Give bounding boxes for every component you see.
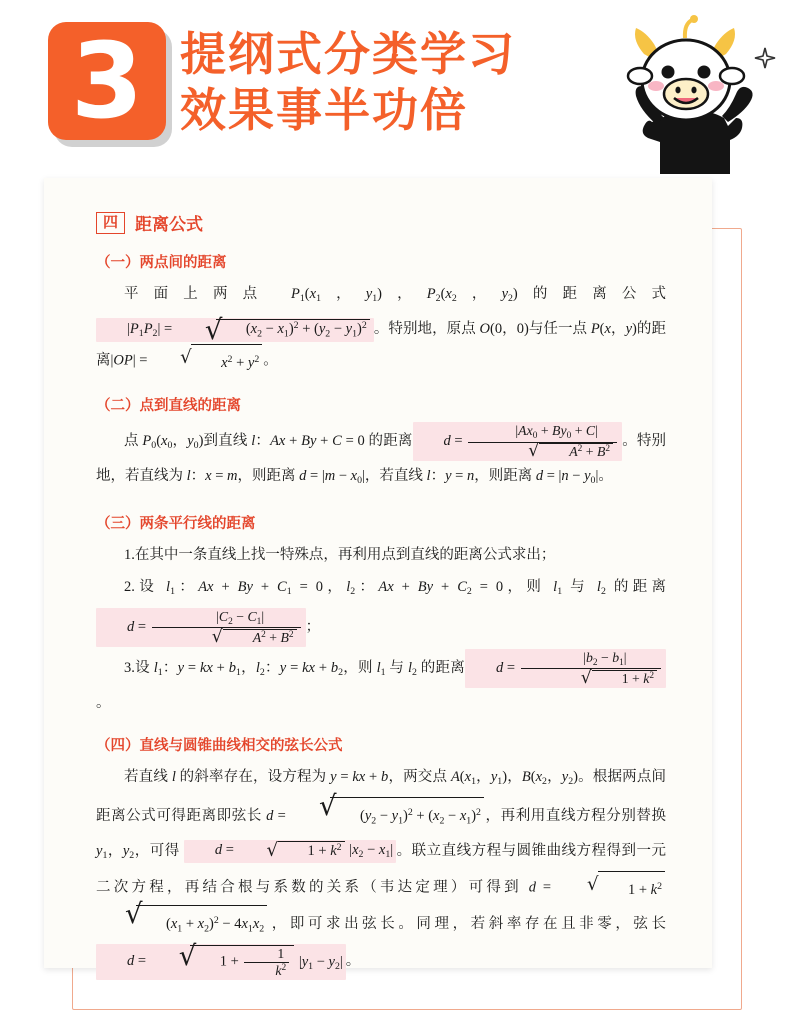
subsection-3-item-3: 3.设 $l_1$：y = kx + $b_1$，$l_2$：y = kx + $b_2$，则 $l_1$ 与 $l_2$ 的距离 d = $|b_2 - b_1|$ √ $1 + k^2$ 。 [96, 649, 666, 718]
section-number-badge: 3 [48, 22, 166, 140]
document-page [44, 178, 712, 979]
subsection-3-item-1: 1.在其中一条直线上找一特殊点，再利用点到直线的距离公式求出； [124, 547, 556, 564]
formula-parallel-general: d = $|C_2 - C_1|$ √ $A^2 + B^2$ [96, 608, 306, 647]
page-header [0, 0, 790, 180]
cow-mascot-icon [600, 14, 780, 184]
subsection-4-heading: （四）直线与圆锥曲线相交的弦长公式 [96, 737, 343, 754]
subsection-2-heading: （二）点到直线的距离 [96, 398, 241, 415]
formula-parallel-slope: d = $|b_2 - b_1|$ √ $1 + k^2$ [465, 649, 666, 688]
page-title-line-1: 提纲式分类学习 [180, 27, 516, 81]
section-title: 距离公式 [135, 215, 204, 235]
formula-chord-length: d = √ $1 + k^2$ $|x_2 - x_1|$ [184, 840, 396, 862]
section-heading [96, 210, 666, 235]
section-marker: 四 [96, 212, 125, 234]
subsection-4-paragraph: 若直线 l 的斜率存在，设方程为 y = kx + b，两交点 $A(x_1$，$y_1$)，$B(x_2$，$y_2$)。根据两点间距离公式可得距离即弦长 d = √ $(y_2 - y_1)^2 + (x_2 - x_1)^2$ ，再利用直线方程分别替换 $y_1$，$y_2$，可得 d = √ $1 + k^2$ $|x_2 - x_1|$ 。联立直线方程与圆锥曲线方程得到一元二次方程，再结合根与系数的关系（韦达定理）可得到 d = √ $1 + k^2$ √ $(x_1 + x_2)^2 - 4x_1x_2$ ，即可求出弦长。同理，若斜率存在且非零，弦长 d = √ 1 + $\frac{1}{k^2}$ $|y_1 - y_2|$ 。 [96, 762, 666, 981]
page-title-line-2: 效果事半功倍 [180, 83, 468, 137]
subsection-1-heading: （一）两点间的距离 [96, 255, 227, 271]
formula-distance-two-points: $|P_1P_2|$ = √ $(x_2 - x_1)^2 + (y_2 - y_1)^2$ [96, 318, 374, 342]
formula-chord-length-y: d = √ 1 + $\frac{1}{k^2}$ $|y_1 - y_2|$ [96, 944, 346, 980]
subsection-1-paragraph: 平面上两点 $P_1(x_1$，$y_1$)，$P_2(x_2$，$y_2$)的距离公式$|P_1P_2|$ = √ $(x_2 - x_1)^2 + (y_2 - y_1)^2$ 。特别地，原点 O(0，0)与任一点 P(x，y)的距离|OP| = √ $x^2 + y^2$ 。 [96, 279, 666, 378]
subsection-3-item-2: 2.设 $l_1$：$Ax + By + C_1 = 0$，$l_2$：$Ax + By + C_2 = 0$，则 $l_1$ 与 $l_2$ 的距离d = $|C_2 - C_1|$ √ $A^2 + B^2$ ； [96, 572, 666, 646]
subsection-3-heading: （三）两条平行线的距离 [96, 516, 256, 533]
sparkle-icon [752, 46, 778, 72]
page-title [180, 26, 516, 138]
formula-point-to-line: d = $|Ax_0 + By_0 + C|$ √ $A^2 + B^2$ [413, 422, 623, 461]
subsection-2-paragraph: 点 $P_0(x_0$，$y_0$)到直线 l：Ax + By + C = 0 的距离 d = $|Ax_0 + By_0 + C|$ √ $A^2 + B^2$ 。特别地，若直线为 l：x = m，则距离 $d = |m - x_0|$，若直线 l：y = n，则距离 $d = |n - y_0|$。 [96, 422, 666, 496]
